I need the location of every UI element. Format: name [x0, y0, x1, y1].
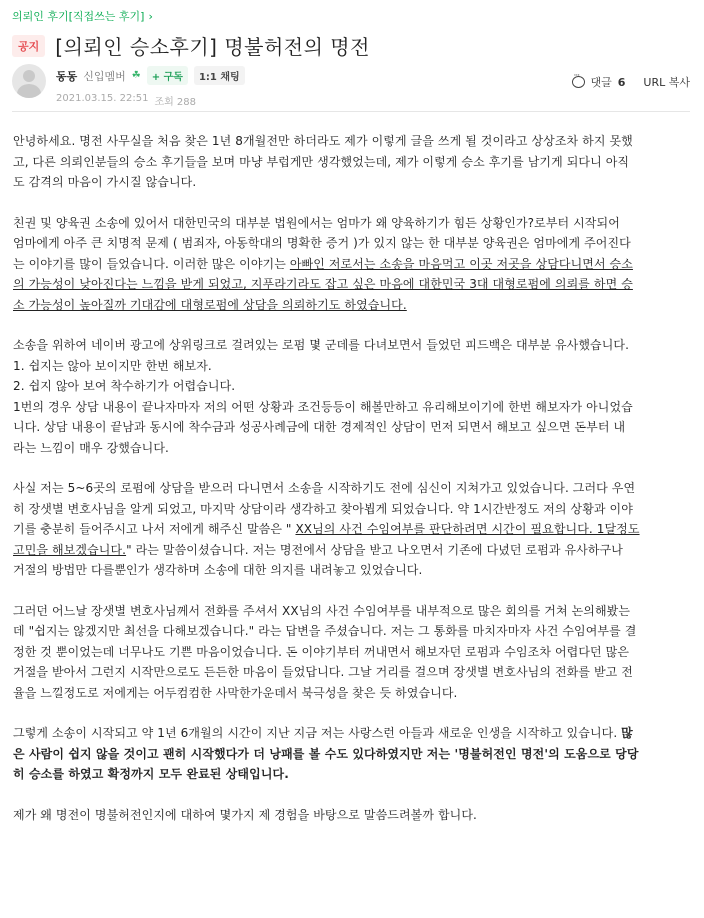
bold-text: 히 승소를 하였고 확정까지 모두 완료된 상태입니다. [13, 767, 289, 781]
bold-text: 많 [621, 726, 633, 740]
comment-count[interactable]: 6 [617, 75, 626, 89]
text-line: 1번의 경우 상담 내용이 끝나자마자 저의 어떤 상황과 조건등등이 해볼만하고 유리해보이기에 한번 해보자가 아니었습 [13, 399, 633, 414]
text-line: 거절의 방법만 다를뿐인가 생각하며 소송에 대한 의지를 내려놓고 있었습니다. [13, 563, 423, 577]
paragraph [13, 723, 693, 785]
post-meta [56, 93, 245, 108]
author-nickname[interactable]: 동동 [56, 69, 78, 83]
text-line: 2. 쉽지 않아 보여 착수하기가 어렵습니다. [13, 379, 236, 393]
comment-icon[interactable] [572, 76, 585, 88]
author-grade: 신입멤버 [83, 69, 126, 83]
underlined-text: XX님의 사건 수임여부를 판단하려면 시간이 필요합니다. 1달정도 [295, 522, 640, 536]
text-line: 기를 충분히 들어주시고 나서 저에게 해주신 말씀은 " [13, 522, 296, 536]
text-line: 안녕하세요. 명전 사무실을 처음 찾은 1년 8개월전만 하더라도 제가 이렇게 글을 쓰게 될 것이라고 상상조차 하지 못했 [13, 134, 633, 148]
text-line: " 라는 말씀이셨습니다. 저는 명전에서 상담을 받고 나오면서 기존에 다녔던 로펌과 유사하구나 [126, 542, 623, 557]
text-line: 정한 것 뿐이었는데 너무나도 기쁜 마음이었습니다. 돈 이야기부터 꺼내면서 해보자던 로펌과 수임조차 어렵다던 많은 [13, 644, 630, 659]
author-block [12, 64, 245, 108]
text-line: 도 감격의 마음이 가시질 않습니다. [13, 175, 197, 189]
chevron-right-icon: › [148, 9, 153, 23]
view-count: 조회 288 [154, 97, 197, 108]
text-line: 그러던 어느날 장샛별 변호사님께서 전화를 주셔서 XX님의 사건 수임여부를 내부적으로 많은 회의를 거쳐 논의해봤는 [13, 603, 631, 618]
text-line: 엄마에게 아주 큰 치명적 문제 ( 범죄자, 아동학대의 명확한 증거 )가 있지 않는 한 대부분 양육권은 엄마에게 주어진다 [13, 236, 631, 250]
underlined-text: 아빠인 저로서는 소송을 마음먹고 이곳 저곳을 상담다니면서 승소 [289, 256, 633, 271]
paragraph [13, 601, 693, 704]
author-info [56, 64, 245, 108]
paragraph [13, 478, 693, 581]
notice-badge: 공지 [12, 35, 45, 57]
title-row [12, 31, 370, 60]
chat-button[interactable]: 1:1 채팅 [194, 66, 245, 85]
sprout-icon: ☘ [131, 70, 141, 81]
underlined-text: 고민을 해보겠습니다. [13, 542, 127, 557]
text-line: 사실 저는 5~6곳의 로펌에 상담을 받으러 다니면서 소송을 시작하기도 전에 심신이 지쳐가고 있었습니다. 그러다 우연 [13, 481, 636, 495]
text-line: 라는 느낌이 매우 강했습니다. [13, 440, 169, 455]
page-title: [의뢰인 승소후기] 명불허전의 명전 [55, 35, 370, 59]
text-line: 히 장샛별 변호사님을 알게 되었고, 마지막 상담이라 생각하고 찾아뵙게 되었습니다. 약 1시간반정도 저의 상황과 이야 [13, 501, 633, 516]
comment-label[interactable]: 댓글 [590, 76, 612, 89]
text-line: 그렇게 소송이 시작되고 약 1년 6개월의 시간이 지난 지금 저는 사랑스런 아들과 새로운 인생을 시작하고 있습니다. [13, 726, 622, 740]
paragraph [13, 335, 693, 458]
text-line: 율을 느낄정도로 저에게는 어두컴컴한 사막한가운데서 북극성을 찾은 듯 하였습니다. [13, 685, 458, 700]
header-divider [12, 111, 690, 112]
text-line: 소송을 위하여 네이버 광고에 상위링크로 걸려있는 로펌 몇 군데를 다녀보면서 들었던 피드백은 대부분 유사했습니다. [13, 338, 630, 352]
paragraph [13, 131, 693, 193]
text-line: 친권 및 양육권 소송에 있어서 대한민국의 대부분 법원에서는 엄마가 왜 양육하기가 힘든 상황인가?로부터 시작되어 [13, 215, 620, 230]
paragraph [13, 213, 693, 316]
text-line: 1. 쉽지는 않아 보이지만 한번 해보자. [13, 358, 212, 373]
text-line: 거절을 받아서 그런지 시작만으로도 든든한 마음이 들었답니다. 그날 거리를 걸으며 장샛별 변호사님의 전화를 받고 전 [13, 665, 633, 679]
underlined-text: 의 가능성이 낮아진다는 느낌을 받게 되었고, 지푸라기라도 잡고 싶은 마음에 대한민국 3대 대형로펌에 의뢰를 하면 승 [13, 277, 633, 291]
text-line: 제가 왜 명전이 명불허전인지에 대하여 몇가지 제 경험을 바탕으로 말씀드려볼까 합니다. [13, 807, 477, 822]
text-line: 니다. 상담 내용이 끝남과 동시에 착수금과 성공사례금에 대한 경제적인 상담이 먼저 되면서 해보고 싶으면 돈부터 내 [13, 420, 626, 434]
post-content [13, 131, 693, 825]
post-date: 2021.03.15. 22:51 [56, 93, 149, 104]
text-line: 는 이야기를 많이 들었습니다. 이러한 많은 이야기는 [13, 256, 290, 271]
author-line [56, 66, 245, 85]
bold-text: 은 사람이 쉽지 않을 것이고 괜히 시작했다가 더 낭패를 볼 수도 있다하였지만 저는 '명불허전인 명전'의 도움으로 당당 [13, 746, 639, 761]
paragraph [13, 805, 693, 826]
underlined-text: 소 가능성이 높아질까 기대감에 대형로펌에 상담을 의뢰하기도 하였습니다. [13, 297, 407, 312]
subscribe-button[interactable]: + 구독 [147, 66, 188, 85]
post-tools [572, 74, 691, 90]
avatar[interactable] [12, 64, 46, 98]
breadcrumb[interactable] [12, 8, 153, 24]
breadcrumb-label[interactable]: 의뢰인 후기[직접쓰는 후기] [12, 10, 145, 23]
text-line: 데 "쉽지는 않겠지만 최선을 다해보겠습니다." 라는 답변을 주셨습니다. 저는 그 통화를 마치자마자 사건 수임여부를 결 [13, 624, 637, 638]
url-copy-button[interactable]: URL 복사 [643, 76, 690, 89]
text-line: 고, 다른 의뢰인분들의 승소 후기들을 보며 마냥 부럽게만 생각했었는데, 제가 이렇게 승소 후기를 남기게 되다니 아직 [13, 154, 630, 169]
